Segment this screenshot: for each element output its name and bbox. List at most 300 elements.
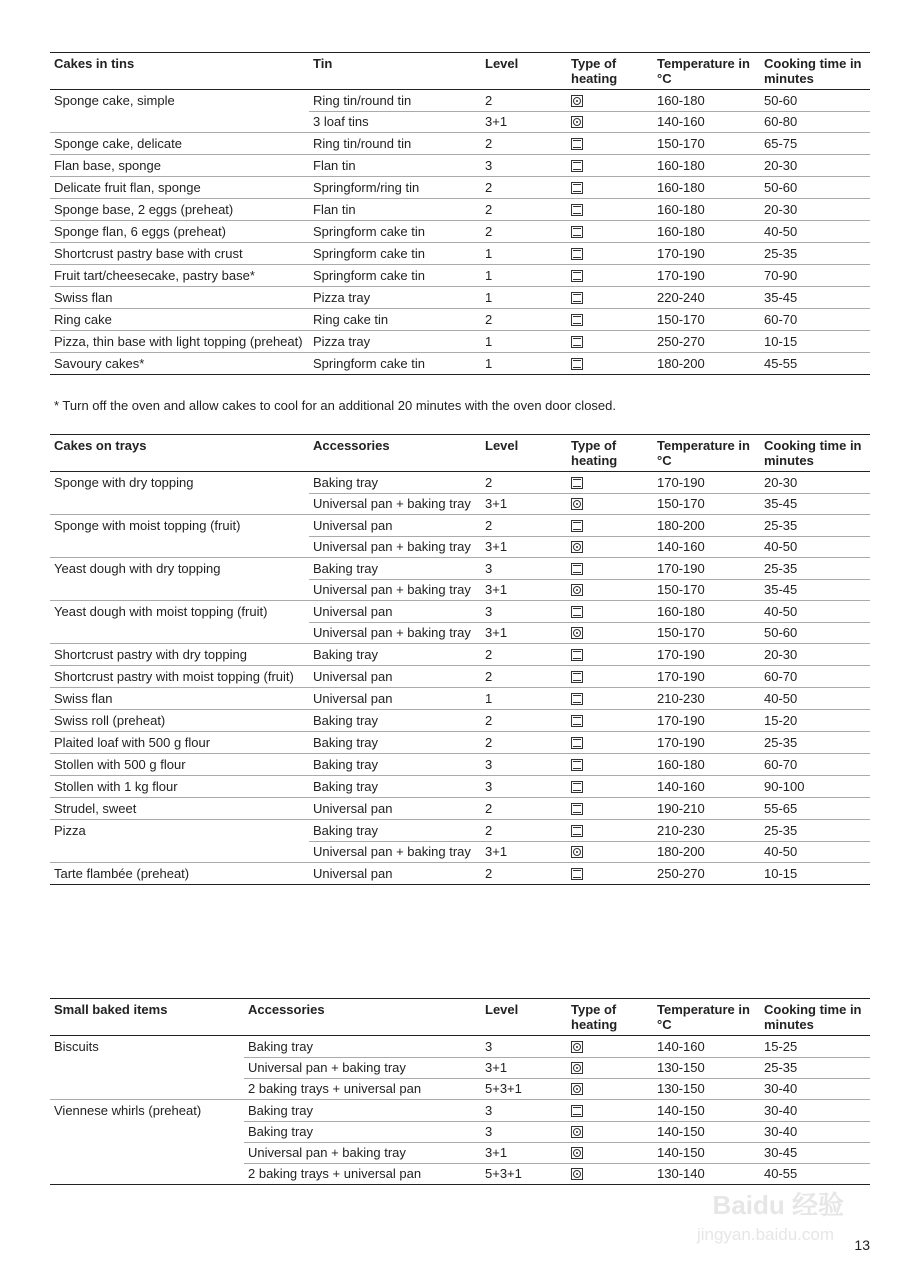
cell-time: 20-30 <box>764 202 798 217</box>
table-row <box>50 472 870 493</box>
top-bottom-heating-icon <box>571 759 583 771</box>
page-number: 13 <box>854 1237 870 1253</box>
cell-level: 1 <box>485 290 493 305</box>
cell-item: Fruit tart/cheesecake, pastry base* <box>54 268 255 283</box>
cell-acc: Baking tray <box>313 735 379 750</box>
top-bottom-heating-icon <box>571 160 583 172</box>
heating-type-cell <box>567 754 653 775</box>
cell-item <box>50 622 309 643</box>
cell-item: Shortcrust pastry with dry topping <box>54 647 247 662</box>
cell-level: 2 <box>485 312 493 327</box>
hot-air-icon <box>571 1126 583 1138</box>
top-bottom-heating-icon <box>571 1105 583 1117</box>
table-row <box>50 557 870 579</box>
cell-temp: 210-230 <box>657 823 705 838</box>
table-row <box>50 1142 870 1163</box>
heating-type-cell <box>567 265 653 286</box>
table-row <box>50 665 870 687</box>
cell-item: Stollen with 1 kg flour <box>54 779 178 794</box>
cell-acc: 3 loaf tins <box>313 114 369 129</box>
cell-level: 1 <box>485 334 493 349</box>
cell-time: 15-20 <box>764 713 798 728</box>
top-bottom-heating-icon <box>571 563 583 575</box>
column-header: Accessories <box>248 1002 325 1017</box>
hot-air-icon <box>571 1147 583 1159</box>
cell-acc: Universal pan <box>313 518 393 533</box>
cell-temp: 160-180 <box>657 202 705 217</box>
cell-level: 2 <box>485 866 493 881</box>
heating-type-cell <box>567 309 653 330</box>
heating-type-cell <box>567 1036 653 1057</box>
cell-item: Pizza, thin base with light topping (preheat) <box>54 334 303 349</box>
column-header: Tin <box>313 56 333 71</box>
top-bottom-heating-icon <box>571 248 583 260</box>
cell-level: 2 <box>485 647 493 662</box>
cell-time: 50-60 <box>764 625 798 640</box>
column-header: Cooking time in minutes <box>764 1002 862 1032</box>
column-header: Cooking time in minutes <box>764 438 862 468</box>
cell-temp: 150-170 <box>657 312 705 327</box>
cell-acc: 2 baking trays + universal pan <box>248 1166 422 1181</box>
column-header: Type of heating <box>571 56 618 86</box>
top-bottom-heating-icon <box>571 182 583 194</box>
column-header: Temperature in °C <box>657 438 750 468</box>
heating-type-cell <box>567 1057 653 1078</box>
table-row <box>50 622 870 643</box>
column-header: Cakes in tins <box>54 56 135 71</box>
cell-acc: Baking tray <box>313 713 379 728</box>
cell-temp: 130-140 <box>657 1166 705 1181</box>
heating-type-cell <box>567 199 653 220</box>
cell-level: 3+1 <box>485 582 508 597</box>
cell-temp: 140-150 <box>657 1124 705 1139</box>
cell-time: 60-70 <box>764 312 798 327</box>
table-row <box>50 797 870 819</box>
cell-time: 25-35 <box>764 1060 798 1075</box>
top-bottom-heating-icon <box>571 803 583 815</box>
heating-type-cell <box>567 493 653 514</box>
cell-item <box>50 1142 244 1163</box>
table-row <box>50 176 870 198</box>
cell-acc: Universal pan + baking tray <box>313 496 471 511</box>
heating-type-cell <box>567 536 653 557</box>
cell-item: Swiss flan <box>54 290 113 305</box>
cell-acc: Baking tray <box>248 1103 314 1118</box>
table-row <box>50 1099 870 1121</box>
table-row <box>50 862 870 885</box>
heating-type-cell <box>567 1121 653 1142</box>
cell-acc: Universal pan <box>313 669 393 684</box>
cell-level: 2 <box>485 475 493 490</box>
hot-air-icon <box>571 627 583 639</box>
table-row <box>50 198 870 220</box>
hot-air-icon <box>571 1062 583 1074</box>
cell-time: 40-50 <box>764 691 798 706</box>
table-row <box>50 220 870 242</box>
cell-acc: Ring cake tin <box>313 312 389 327</box>
cell-level: 1 <box>485 246 493 261</box>
heating-type-cell <box>567 287 653 308</box>
column-header: Type of heating <box>571 1002 618 1032</box>
cell-time: 35-45 <box>764 582 798 597</box>
cell-level: 1 <box>485 691 493 706</box>
cell-acc: Universal pan <box>313 691 393 706</box>
table-header <box>50 434 870 472</box>
table-row <box>50 819 870 841</box>
cell-time: 60-70 <box>764 757 798 772</box>
cell-item: Biscuits <box>54 1039 99 1054</box>
heating-type-cell <box>567 558 653 579</box>
cell-acc: Universal pan + baking tray <box>248 1145 406 1160</box>
cell-item: Sponge cake, simple <box>54 93 175 108</box>
heating-type-cell <box>567 133 653 154</box>
cell-time: 25-35 <box>764 518 798 533</box>
cell-acc: Flan tin <box>313 158 356 173</box>
cell-temp: 170-190 <box>657 561 705 576</box>
cell-item: Ring cake <box>54 312 112 327</box>
cell-time: 55-65 <box>764 801 798 816</box>
cell-temp: 170-190 <box>657 268 705 283</box>
cell-level: 3+1 <box>485 1060 508 1075</box>
cell-acc: 2 baking trays + universal pan <box>248 1081 422 1096</box>
top-bottom-heating-icon <box>571 226 583 238</box>
cell-level: 3 <box>485 158 493 173</box>
heating-type-cell <box>567 1142 653 1163</box>
cell-level: 2 <box>485 823 493 838</box>
cell-acc: Universal pan + baking tray <box>248 1060 406 1075</box>
cell-item <box>50 1057 244 1078</box>
cell-time: 40-55 <box>764 1166 798 1181</box>
column-header: Cooking time in minutes <box>764 56 862 86</box>
top-bottom-heating-icon <box>571 314 583 326</box>
cell-temp: 150-170 <box>657 496 705 511</box>
column-header: Accessories <box>313 438 390 453</box>
cell-time: 70-90 <box>764 268 798 283</box>
heating-type-cell <box>567 1163 653 1184</box>
heating-type-cell <box>567 732 653 753</box>
cell-temp: 140-150 <box>657 1103 705 1118</box>
cell-temp: 140-160 <box>657 539 705 554</box>
cell-time: 10-15 <box>764 334 798 349</box>
heating-type-cell <box>567 243 653 264</box>
cell-time: 35-45 <box>764 496 798 511</box>
table-header <box>50 998 870 1036</box>
top-bottom-heating-icon <box>571 520 583 532</box>
cell-level: 3 <box>485 779 493 794</box>
hot-air-icon <box>571 498 583 510</box>
column-header: Temperature in °C <box>657 1002 750 1032</box>
table-row <box>50 330 870 352</box>
table-row <box>50 1163 870 1185</box>
cell-temp: 170-190 <box>657 246 705 261</box>
cell-time: 40-50 <box>764 844 798 859</box>
heating-type-cell <box>567 353 653 374</box>
cell-item: Sponge with moist topping (fruit) <box>54 518 241 533</box>
cell-temp: 160-180 <box>657 224 705 239</box>
cell-time: 60-80 <box>764 114 798 129</box>
cell-temp: 140-150 <box>657 1145 705 1160</box>
cell-level: 3+1 <box>485 844 508 859</box>
cell-item: Yeast dough with moist topping (fruit) <box>54 604 268 619</box>
cell-item: Sponge with dry topping <box>54 475 194 490</box>
cell-acc: Springform cake tin <box>313 224 425 239</box>
table-row <box>50 536 870 557</box>
cell-level: 2 <box>485 224 493 239</box>
column-header: Small baked items <box>54 1002 168 1017</box>
cell-temp: 140-160 <box>657 114 705 129</box>
cell-temp: 180-200 <box>657 518 705 533</box>
cell-temp: 160-180 <box>657 604 705 619</box>
cell-temp: 250-270 <box>657 866 705 881</box>
cell-time: 30-45 <box>764 1145 798 1160</box>
cell-acc: Flan tin <box>313 202 356 217</box>
top-bottom-heating-icon <box>571 477 583 489</box>
cell-acc: Pizza tray <box>313 334 371 349</box>
table-row <box>50 687 870 709</box>
cell-item: Tarte flambée (preheat) <box>54 866 190 881</box>
heating-type-cell <box>567 472 653 493</box>
top-bottom-heating-icon <box>571 292 583 304</box>
cell-item <box>50 536 309 557</box>
cell-temp: 150-170 <box>657 625 705 640</box>
table-row <box>50 242 870 264</box>
cell-time: 20-30 <box>764 647 798 662</box>
heating-type-cell <box>567 579 653 600</box>
table-row <box>50 1036 870 1057</box>
table-row <box>50 308 870 330</box>
top-bottom-heating-icon <box>571 358 583 370</box>
cell-time: 35-45 <box>764 290 798 305</box>
heating-type-cell <box>567 601 653 622</box>
cell-item: Swiss roll (preheat) <box>54 713 166 728</box>
cell-temp: 150-170 <box>657 136 705 151</box>
heating-type-cell <box>567 710 653 731</box>
table-row <box>50 643 870 665</box>
cell-time: 20-30 <box>764 158 798 173</box>
cell-temp: 160-180 <box>657 93 705 108</box>
cell-acc: Baking tray <box>313 561 379 576</box>
cell-item: Swiss flan <box>54 691 113 706</box>
cell-level: 1 <box>485 356 493 371</box>
cell-time: 10-15 <box>764 866 798 881</box>
cell-time: 25-35 <box>764 823 798 838</box>
cell-temp: 170-190 <box>657 647 705 662</box>
cell-item: Sponge cake, delicate <box>54 136 182 151</box>
cell-temp: 140-160 <box>657 779 705 794</box>
cell-level: 2 <box>485 735 493 750</box>
cell-temp: 220-240 <box>657 290 705 305</box>
cell-acc: Baking tray <box>313 647 379 662</box>
table-header <box>50 52 870 90</box>
cell-temp: 190-210 <box>657 801 705 816</box>
top-bottom-heating-icon <box>571 606 583 618</box>
cell-level: 3+1 <box>485 539 508 554</box>
heating-type-cell <box>567 863 653 884</box>
cell-level: 3 <box>485 757 493 772</box>
top-bottom-heating-icon <box>571 825 583 837</box>
table-row <box>50 286 870 308</box>
column-header: Type of heating <box>571 438 618 468</box>
cell-item <box>50 579 309 600</box>
cell-level: 2 <box>485 713 493 728</box>
top-bottom-heating-icon <box>571 737 583 749</box>
table-row <box>50 352 870 375</box>
table-row <box>50 841 870 862</box>
cell-level: 2 <box>485 801 493 816</box>
hot-air-icon <box>571 584 583 596</box>
cell-level: 2 <box>485 669 493 684</box>
table-row <box>50 753 870 775</box>
cell-item <box>50 1121 244 1142</box>
hot-air-icon <box>571 1083 583 1095</box>
cakes-in-tins-table <box>50 52 870 375</box>
cell-item: Plaited loaf with 500 g flour <box>54 735 211 750</box>
top-bottom-heating-icon <box>571 868 583 880</box>
heating-type-cell <box>567 90 653 111</box>
heating-type-cell <box>567 820 653 841</box>
column-header: Level <box>485 56 519 71</box>
cell-item: Shortcrust pastry with moist topping (fruit) <box>54 669 294 684</box>
cell-level: 2 <box>485 518 493 533</box>
cell-time: 30-40 <box>764 1124 798 1139</box>
cell-acc: Universal pan <box>313 866 393 881</box>
cell-item: Yeast dough with dry topping <box>54 561 221 576</box>
table-row <box>50 111 870 132</box>
cell-item: Stollen with 500 g flour <box>54 757 186 772</box>
top-bottom-heating-icon <box>571 649 583 661</box>
heating-type-cell <box>567 155 653 176</box>
hot-air-icon <box>571 846 583 858</box>
cell-level: 5+3+1 <box>485 1081 522 1096</box>
table-row <box>50 1078 870 1099</box>
table-row <box>50 1057 870 1078</box>
cell-acc: Universal pan + baking tray <box>313 844 471 859</box>
table-row <box>50 600 870 622</box>
cell-level: 5+3+1 <box>485 1166 522 1181</box>
cell-item <box>50 841 309 862</box>
cell-temp: 250-270 <box>657 334 705 349</box>
cell-acc: Baking tray <box>248 1124 314 1139</box>
top-bottom-heating-icon <box>571 671 583 683</box>
cell-time: 20-30 <box>764 475 798 490</box>
cell-acc: Universal pan + baking tray <box>313 582 471 597</box>
cell-item: Flan base, sponge <box>54 158 161 173</box>
cell-item <box>50 111 309 132</box>
cell-temp: 210-230 <box>657 691 705 706</box>
cell-item: Shortcrust pastry base with crust <box>54 246 243 261</box>
hot-air-icon <box>571 95 583 107</box>
cell-time: 40-50 <box>764 224 798 239</box>
cell-level: 3 <box>485 604 493 619</box>
heating-type-cell <box>567 331 653 352</box>
cell-acc: Pizza tray <box>313 290 371 305</box>
cell-temp: 130-150 <box>657 1081 705 1096</box>
cell-level: 3+1 <box>485 625 508 640</box>
cell-level: 3 <box>485 1103 493 1118</box>
table-row <box>50 709 870 731</box>
top-bottom-heating-icon <box>571 781 583 793</box>
table-row <box>50 731 870 753</box>
cell-time: 65-75 <box>764 136 798 151</box>
watermark-url: jingyan.baidu.com <box>696 1225 834 1244</box>
cell-item: Strudel, sweet <box>54 801 137 816</box>
cell-temp: 170-190 <box>657 735 705 750</box>
cell-acc: Ring tin/round tin <box>313 93 412 108</box>
cell-acc: Springform cake tin <box>313 356 425 371</box>
cell-time: 25-35 <box>764 246 798 261</box>
top-bottom-heating-icon <box>571 715 583 727</box>
cell-time: 15-25 <box>764 1039 798 1054</box>
heating-type-cell <box>567 666 653 687</box>
hot-air-icon <box>571 541 583 553</box>
cell-acc: Springform/ring tin <box>313 180 420 195</box>
column-header: Level <box>485 1002 519 1017</box>
cell-acc: Baking tray <box>313 757 379 772</box>
cell-acc: Universal pan <box>313 801 393 816</box>
column-header: Level <box>485 438 519 453</box>
cell-level: 3 <box>485 1124 493 1139</box>
column-header: Temperature in °C <box>657 56 750 86</box>
table-row <box>50 579 870 600</box>
cell-time: 45-55 <box>764 356 798 371</box>
top-bottom-heating-icon <box>571 270 583 282</box>
cell-acc: Baking tray <box>313 823 379 838</box>
cell-item: Delicate fruit flan, sponge <box>54 180 201 195</box>
cell-temp: 130-150 <box>657 1060 705 1075</box>
table-row <box>50 514 870 536</box>
cell-level: 2 <box>485 202 493 217</box>
cell-temp: 180-200 <box>657 844 705 859</box>
table-row <box>50 775 870 797</box>
cell-item: Viennese whirls (preheat) <box>54 1103 202 1118</box>
table-row <box>50 132 870 154</box>
cell-acc: Baking tray <box>313 779 379 794</box>
footnote: * Turn off the oven and allow cakes to cool for an additional 20 minutes with the oven door closed. <box>54 398 616 413</box>
cell-temp: 170-190 <box>657 713 705 728</box>
cell-time: 60-70 <box>764 669 798 684</box>
table-row <box>50 264 870 286</box>
cell-time: 40-50 <box>764 539 798 554</box>
heating-type-cell <box>567 841 653 862</box>
hot-air-icon <box>571 1168 583 1180</box>
heating-type-cell <box>567 515 653 536</box>
cell-acc: Springform cake tin <box>313 268 425 283</box>
small-baked-items-table <box>50 998 870 1185</box>
cakes-on-trays-table <box>50 434 870 885</box>
cell-item: Pizza <box>54 823 86 838</box>
heating-type-cell <box>567 1100 653 1121</box>
cell-level: 3+1 <box>485 496 508 511</box>
watermark-logo: Baidu 经验 <box>712 1190 844 1220</box>
cell-temp: 180-200 <box>657 356 705 371</box>
cell-time: 25-35 <box>764 735 798 750</box>
cell-level: 2 <box>485 93 493 108</box>
cell-item: Savoury cakes* <box>54 356 145 371</box>
cell-acc: Universal pan + baking tray <box>313 539 471 554</box>
top-bottom-heating-icon <box>571 204 583 216</box>
top-bottom-heating-icon <box>571 138 583 150</box>
cell-acc: Universal pan + baking tray <box>313 625 471 640</box>
cell-level: 3+1 <box>485 1145 508 1160</box>
cell-item <box>50 1078 244 1099</box>
cell-acc: Springform cake tin <box>313 246 425 261</box>
cell-time: 30-40 <box>764 1103 798 1118</box>
cell-temp: 150-170 <box>657 582 705 597</box>
cell-item: Sponge base, 2 eggs (preheat) <box>54 202 234 217</box>
top-bottom-heating-icon <box>571 336 583 348</box>
hot-air-icon <box>571 116 583 128</box>
cell-level: 3 <box>485 561 493 576</box>
